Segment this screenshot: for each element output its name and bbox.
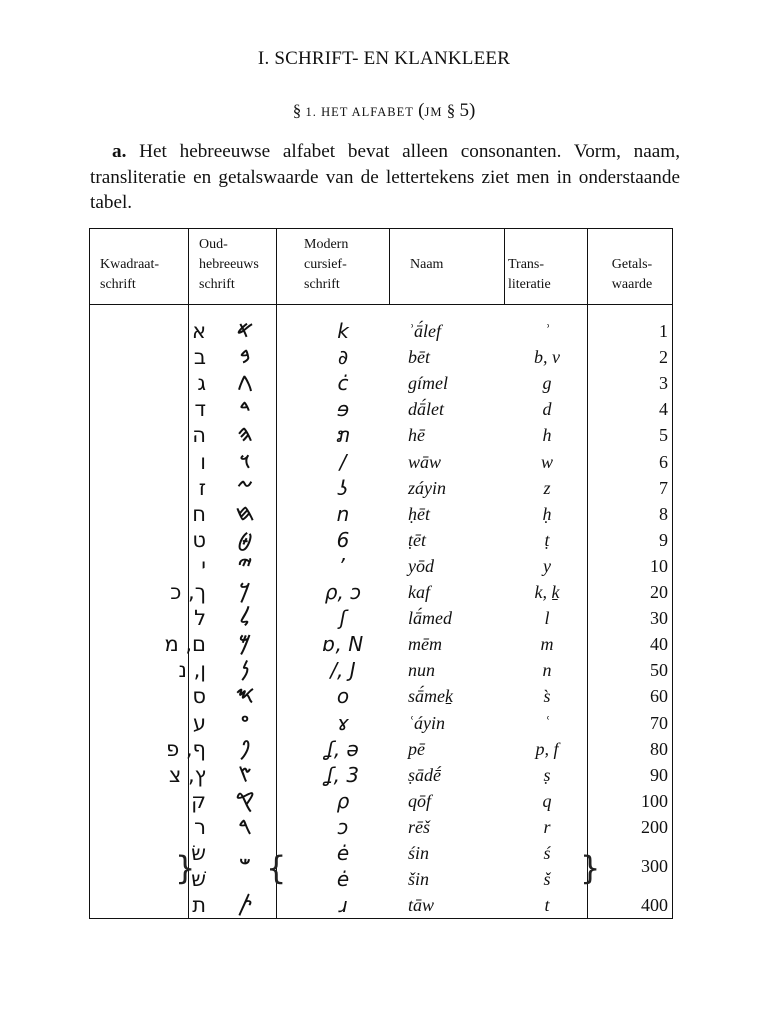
numeric-value: 2 [659, 347, 668, 368]
numeric-value: 8 [659, 503, 668, 524]
letter-name: rēš [408, 816, 430, 837]
letter-name: šin [408, 869, 430, 890]
cursief-letter: ɘ [336, 397, 350, 422]
transliteration: ṣ [543, 764, 551, 785]
intro-paragraph [90, 139, 680, 216]
oudhebreeuws-letter: 𐤃 [239, 396, 251, 422]
transliteration: q [542, 790, 552, 811]
letter-name: sā́meḵ [408, 686, 453, 707]
numeric-value: 300 [641, 856, 668, 877]
kwadraat-letter: א [191, 319, 206, 343]
oudhebreeuws-letter: 𐤈 [237, 526, 253, 552]
cursief-letter: ʆ, ə [327, 736, 359, 761]
table-divider [504, 229, 505, 305]
numeric-value: 10 [650, 555, 668, 576]
table-row [90, 475, 674, 501]
transliteration: š [543, 869, 551, 890]
letter-name: ṣādḗ [408, 764, 441, 785]
oudhebreeuws-letter: 𐤅 [239, 448, 251, 474]
cursief-letter: ʃ [339, 606, 347, 631]
transliteration: k, ḵ [534, 582, 560, 602]
intro-label: a. [112, 141, 127, 162]
oudhebreeuws-letter: 𐤆 [237, 474, 253, 500]
kwadraat-letter: י [201, 553, 206, 578]
section-ref: JM [424, 105, 443, 119]
cursief-letter: ɹ [338, 893, 348, 918]
cursief-letter: /, J [330, 658, 356, 683]
kwadraat-letter: ל [194, 606, 206, 631]
transliteration: y [543, 555, 551, 576]
numeric-value: 7 [659, 477, 668, 498]
oudhebreeuws-letter: 𐤑 [238, 761, 252, 787]
table-row [90, 344, 674, 370]
cursief-letter: ċ [337, 371, 349, 396]
oudhebreeuws-letter: 𐤍 [240, 657, 250, 683]
table-row [90, 449, 674, 475]
intro-text: Het hebreeuwse alfabet bevat alleen consonanten. Vorm, naam, transliteratie en getalswaarde van de lettertekens ziet men in onderstaande tabel. [90, 141, 680, 213]
transliteration: ṭ [544, 529, 550, 550]
kwadraat-letter: שׁ [191, 867, 206, 892]
letter-name: nun [408, 660, 435, 681]
cursief-letter: 6 [336, 527, 350, 552]
kwadraat-letter: ו [200, 449, 206, 474]
brace-right: } [175, 849, 196, 887]
table-row [90, 814, 674, 840]
transliteration: z [543, 477, 551, 498]
letter-name: wāw [408, 451, 442, 472]
table-row [90, 762, 674, 788]
transliteration: g [542, 373, 552, 394]
numeric-value: 60 [650, 686, 668, 707]
section-ref-symbol: § [446, 101, 456, 120]
transliteration: p, f [535, 738, 559, 759]
oudhebreeuws-letter: 𐤊 [239, 579, 251, 604]
cursief-letter: ʆ, 3 [326, 762, 360, 787]
table-row [90, 318, 674, 344]
kwadraat-letter: ס [192, 684, 206, 709]
cursief-letter: ʼ [339, 553, 347, 578]
letter-name: gímel [408, 373, 448, 394]
header-getals: Getals- waarde [611, 257, 653, 292]
cursief-letter: ɒ, N [322, 632, 364, 657]
transliteration: ʾ [544, 321, 550, 341]
cursief-letter: k [337, 319, 349, 343]
transliteration: t [544, 895, 550, 916]
letter-name: ṭēt [408, 529, 426, 550]
numeric-value: 80 [650, 738, 668, 759]
table-row [90, 683, 674, 709]
kwadraat-letter: ת [192, 893, 206, 918]
cursief-letter: ė [336, 867, 350, 892]
numeric-value: 9 [659, 529, 668, 550]
oudhebreeuws-letter: 𐤌 [238, 631, 252, 657]
table-row [90, 788, 674, 814]
table-row [90, 605, 674, 631]
letter-name: ʿáyin [408, 712, 445, 733]
letter-name: bēt [408, 347, 430, 368]
oudhebreeuws-letter: 𐤎 [235, 683, 255, 709]
section-number: 1. [305, 105, 317, 119]
kwadraat-letter: ב [193, 345, 206, 370]
letter-name: śin [408, 843, 430, 863]
numeric-value [590, 866, 668, 892]
kwadraat-letter: שׂ [191, 841, 206, 865]
header-naam: Naam [410, 257, 444, 272]
transliteration: r [543, 816, 551, 837]
table-row [90, 736, 674, 762]
table-row [90, 422, 674, 448]
letter-name: záyin [408, 477, 446, 498]
oudhebreeuws-letter: 𐤏 [240, 709, 250, 735]
numeric-value: 70 [650, 712, 668, 733]
table-row [90, 553, 674, 579]
kwadraat-letter: ן, נ [178, 658, 206, 683]
letter-name: pē [408, 738, 425, 759]
section-symbol: § [292, 101, 302, 120]
table-row [90, 631, 674, 657]
kwadraat-letter: ז [198, 475, 206, 500]
alphabet-table [89, 228, 673, 919]
numeric-value: 3 [659, 373, 668, 394]
transliteration: s̀ [543, 686, 551, 707]
transliteration: ʿ [544, 712, 550, 733]
cursief-letter: ė [336, 841, 350, 865]
transliteration: l [544, 608, 550, 629]
letter-name: kaf [408, 582, 430, 602]
table-header-rule [90, 304, 672, 305]
chapter-title: I. SCHRIFT- EN KLANKLEER [257, 48, 511, 69]
cursief-letter: ʖ [337, 475, 349, 500]
table-row [90, 370, 674, 396]
numeric-value: 90 [650, 764, 668, 785]
kwadraat-letter: ר [194, 814, 206, 839]
table-row [90, 579, 674, 605]
cursief-letter: ρ, ɔ [324, 580, 362, 604]
oudhebreeuws-letter: 𐤂 [237, 370, 253, 396]
table-divider [389, 229, 390, 305]
transliteration: ḥ [542, 503, 552, 524]
cursief-letter: ρ [336, 788, 350, 813]
kwadraat-letter: ע [192, 710, 206, 735]
letter-name: hē [408, 425, 425, 446]
letter-name: yōd [408, 555, 434, 576]
kwadraat-letter: ט [192, 527, 206, 552]
cursief-letter: n [336, 501, 350, 526]
kwadraat-letter: ם, מ [164, 632, 206, 657]
oudhebreeuws-letter: 𐤕 [237, 892, 253, 918]
numeric-value: 6 [659, 451, 668, 472]
letter-name: ʾā́lef [408, 321, 441, 341]
cursief-letter: ɤ [337, 710, 349, 735]
table-row [90, 527, 674, 553]
kwadraat-letter: ג [197, 371, 206, 396]
section-ref-open: ( [418, 100, 425, 121]
numeric-value: 40 [650, 634, 668, 655]
cursief-letter: ກ [336, 423, 350, 448]
table-row [90, 710, 674, 736]
letter-name: mēm [408, 634, 442, 655]
brace-left: { [266, 849, 287, 887]
oudhebreeuws-letter: 𐤀 [236, 318, 254, 343]
transliteration: w [540, 451, 553, 472]
numeric-value: 20 [650, 582, 668, 602]
brace-right-translit: } [580, 849, 601, 887]
numeric-value: 1 [659, 321, 668, 341]
oudhebreeuws-letter: 𐤓 [238, 813, 252, 839]
letter-name: tāw [408, 895, 435, 916]
cursief-letter: / [339, 449, 347, 474]
kwadraat-letter: ף, פ [166, 736, 206, 761]
numeric-value: 100 [641, 790, 668, 811]
section-title: HET ALFABET [321, 105, 414, 119]
oudhebreeuws-letter: 𐤔 [239, 853, 251, 879]
oudhebreeuws-letter: 𐤋 [239, 605, 251, 631]
numeric-value: 400 [641, 895, 668, 916]
transliteration: m [540, 634, 554, 655]
cursief-letter: ∂ [337, 345, 349, 370]
transliteration: b, v [534, 347, 560, 368]
letter-name: ḥēt [408, 503, 430, 524]
transliteration: n [542, 660, 552, 681]
numeric-value: 4 [659, 399, 668, 420]
transliteration: h [542, 425, 552, 446]
transliteration: ś [543, 843, 551, 863]
table-row [90, 892, 674, 918]
letter-name: dā́let [408, 399, 444, 420]
oudhebreeuws-letter: 𐤐 [239, 735, 251, 761]
kwadraat-letter: ך, כ [170, 580, 206, 604]
oudhebreeuws-letter: 𐤒 [235, 787, 255, 813]
letter-name: qōf [408, 790, 432, 811]
kwadraat-letter: ד [194, 397, 206, 422]
letter-name: lā́med [408, 608, 452, 629]
header-translit: Trans- literatie [508, 257, 551, 292]
kwadraat-letter: ה [192, 423, 206, 448]
kwadraat-letter: ק [191, 788, 206, 813]
numeric-value: 50 [650, 660, 668, 681]
header-oud: Oud- hebreeuws schrift [199, 237, 259, 292]
kwadraat-letter: ח [192, 501, 206, 526]
numeric-value: 30 [650, 608, 668, 629]
table-row [90, 657, 674, 683]
header-kwadraat: Kwadraat- schrift [100, 257, 160, 292]
kwadraat-letter: ץ, צ [168, 762, 206, 787]
oudhebreeuws-letter: 𐤇 [235, 500, 255, 526]
oudhebreeuws-letter: 𐤄 [237, 422, 253, 448]
header-modern: Modern cursief- schrift [304, 237, 349, 292]
table-row [90, 396, 674, 422]
numeric-value: 200 [641, 816, 668, 837]
cursief-letter: ɔ [337, 814, 349, 839]
transliteration: d [542, 399, 552, 420]
cursief-letter: o [336, 684, 350, 709]
section-ref-number: 5) [459, 100, 476, 121]
oudhebreeuws-letter: 𐤉 [237, 552, 253, 578]
numeric-value: 5 [659, 425, 668, 446]
section-heading [0, 100, 768, 122]
oudhebreeuws-letter: 𐤁 [239, 344, 251, 370]
table-row [90, 501, 674, 527]
